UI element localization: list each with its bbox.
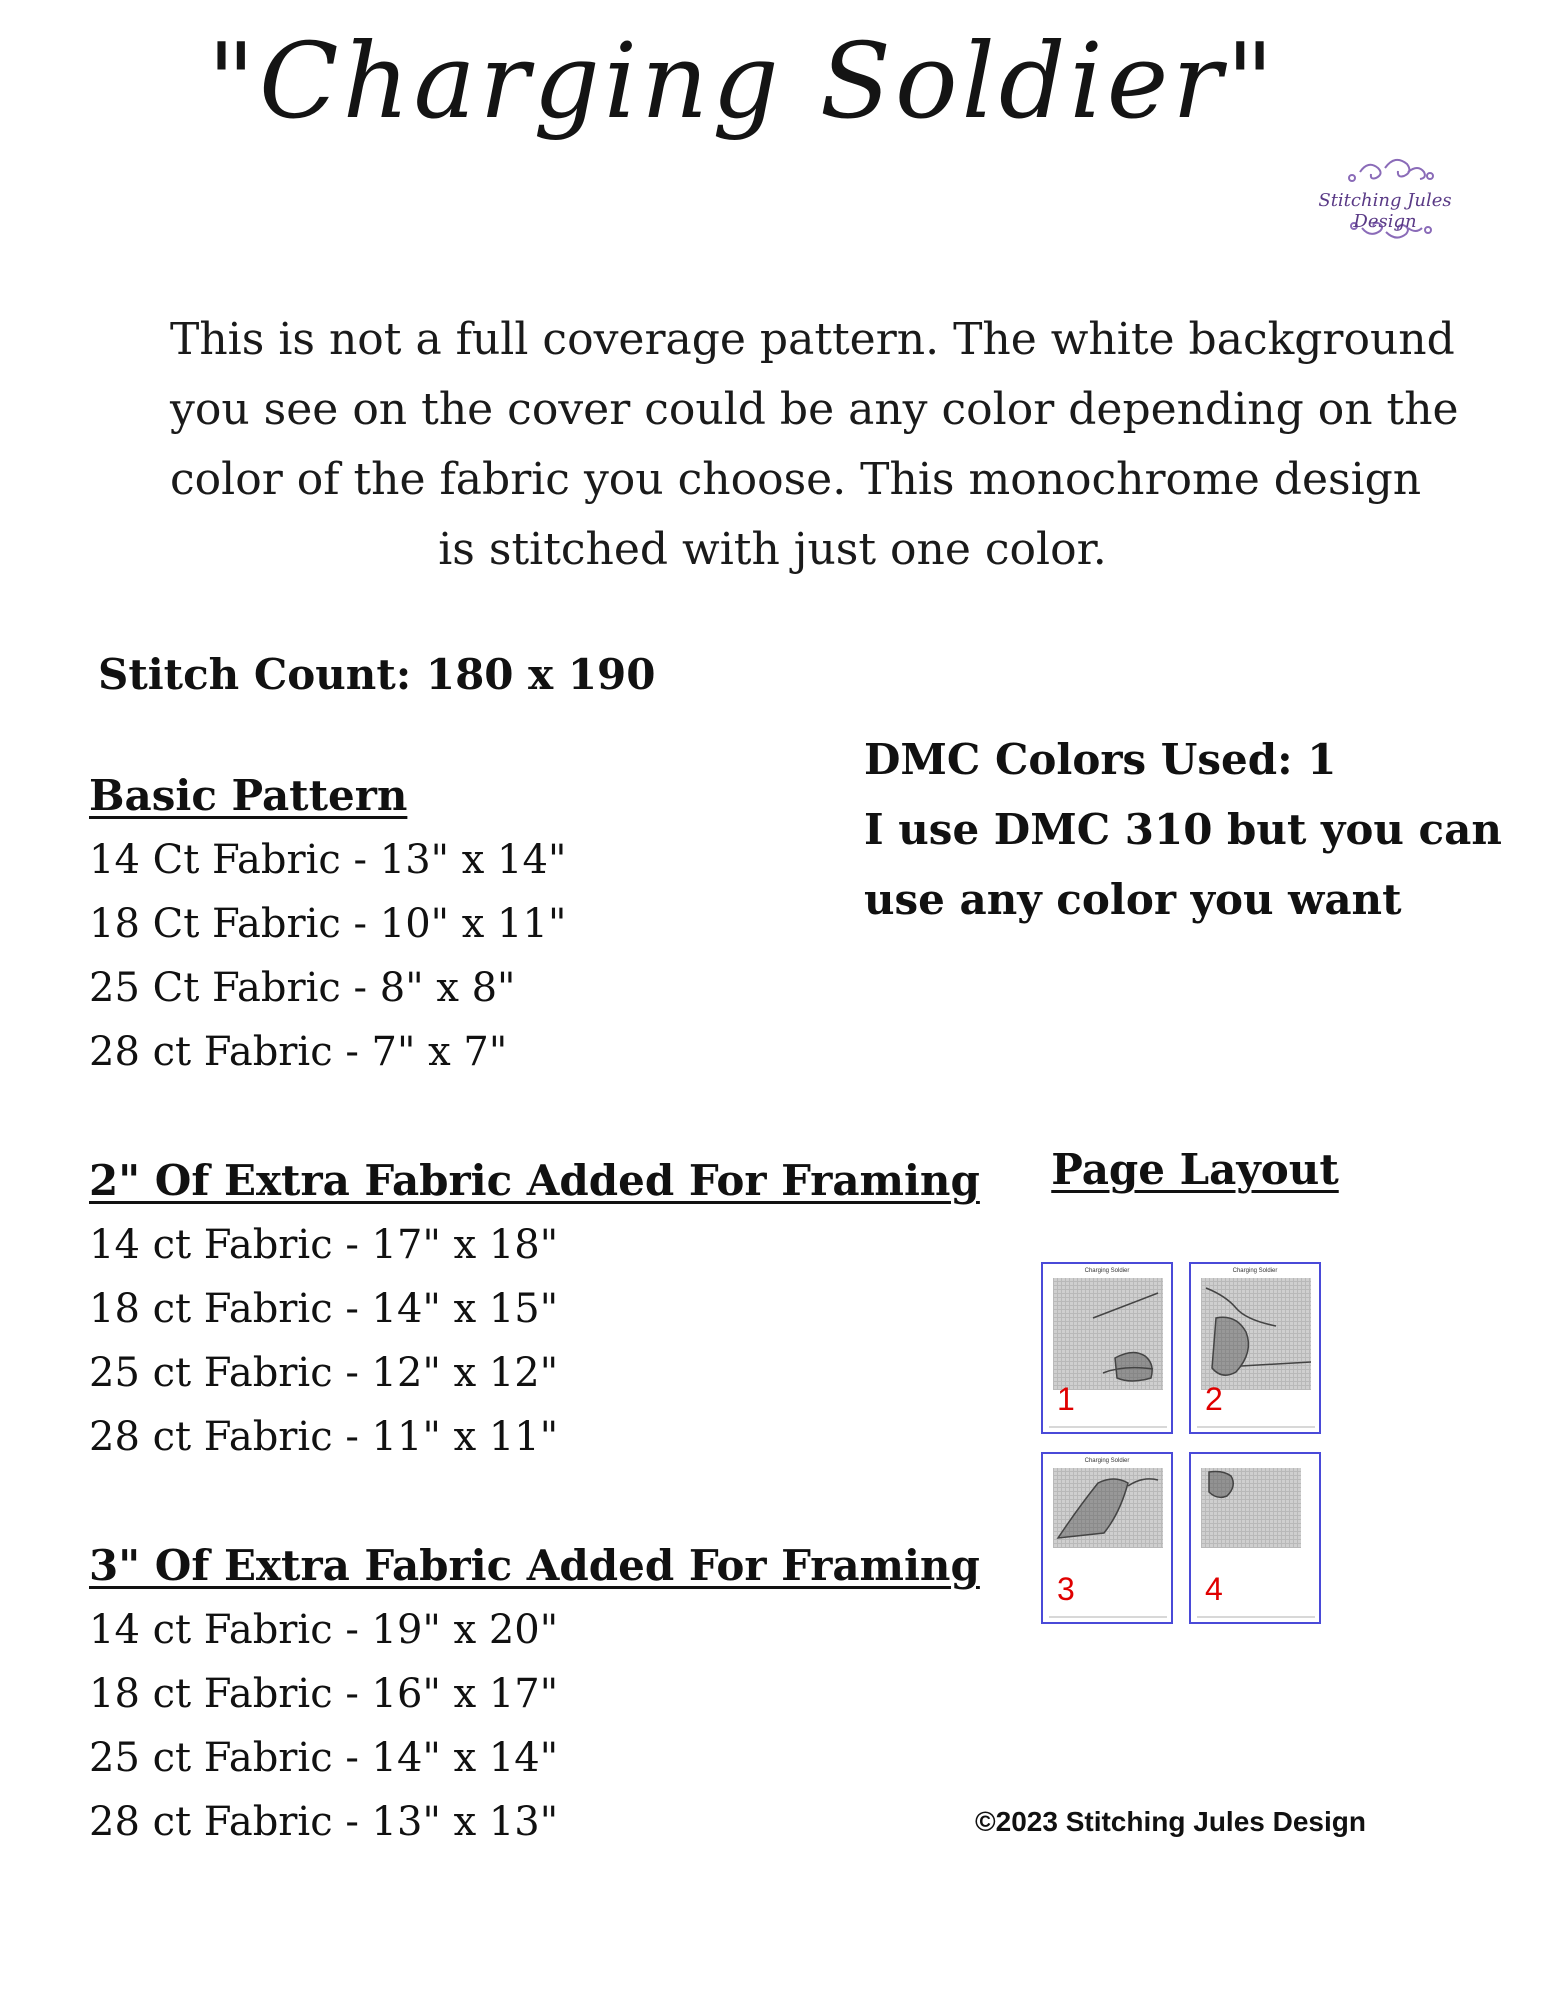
logo-text: Stitching Jules Design <box>1318 190 1452 232</box>
page-number: 2 <box>1205 1381 1223 1417</box>
page-header: Charging Soldier <box>1084 1268 1130 1274</box>
pattern-title: "Charging Soldier" <box>207 20 1278 142</box>
section-heading: 3" Of Extra Fabric Added For Framing <box>89 1541 980 1590</box>
intro-line: color of the fabric you choose. This monochrome design <box>170 454 1422 505</box>
size-item: 25 ct Fabric - 14" x 14" <box>89 1735 559 1781</box>
extra-2in-section <box>89 1149 980 1469</box>
chart-grid <box>1053 1468 1163 1548</box>
intro-paragraph <box>170 305 1459 585</box>
extra-3in-section <box>89 1534 980 1854</box>
chart-grid <box>1201 1278 1311 1390</box>
intro-line: is stitched with just one color. <box>438 524 1107 575</box>
chart-grid <box>1201 1468 1301 1548</box>
size-item: 28 ct Fabric - 13" x 13" <box>89 1799 559 1845</box>
layout-page-1 <box>1041 1262 1173 1434</box>
chart-sketch-icon <box>1053 1278 1163 1390</box>
size-item: 18 ct Fabric - 16" x 17" <box>89 1671 559 1717</box>
size-item: 25 Ct Fabric - 8" x 8" <box>89 965 516 1011</box>
dmc-line: I use DMC 310 but you can <box>864 805 1502 854</box>
layout-page-3 <box>1041 1452 1173 1624</box>
page-number: 3 <box>1057 1571 1075 1607</box>
intro-line: This is not a full coverage pattern. The white background <box>170 314 1455 365</box>
section-heading: Basic Pattern <box>89 771 408 820</box>
page-layout-heading: Page Layout <box>1051 1145 1339 1194</box>
layout-page-2 <box>1189 1262 1321 1434</box>
copyright-notice: ©2023 Stitching Jules Design <box>975 1806 1366 1837</box>
dmc-line: use any color you want <box>864 875 1402 924</box>
size-item: 14 ct Fabric - 19" x 20" <box>89 1607 559 1653</box>
brand-logo <box>1290 150 1480 260</box>
intro-line: you see on the cover could be any color depending on the <box>170 384 1459 435</box>
page-header: Charging Soldier <box>1084 1458 1130 1464</box>
page-number: 4 <box>1205 1571 1223 1607</box>
page-footer <box>1049 1426 1167 1428</box>
section-heading: 2" Of Extra Fabric Added For Framing <box>89 1156 980 1205</box>
chart-grid <box>1053 1278 1163 1390</box>
page-number: 1 <box>1057 1381 1075 1417</box>
page-footer <box>1197 1616 1315 1618</box>
size-item: 18 ct Fabric - 14" x 15" <box>89 1286 559 1332</box>
page-footer <box>1197 1426 1315 1428</box>
size-item: 18 Ct Fabric - 10" x 11" <box>89 901 567 947</box>
size-item: 14 ct Fabric - 17" x 18" <box>89 1222 559 1268</box>
size-item: 28 ct Fabric - 7" x 7" <box>89 1029 508 1075</box>
basic-pattern-section <box>89 764 869 1084</box>
page-footer <box>1049 1616 1167 1618</box>
stitch-count: Stitch Count: 180 x 190 <box>98 650 656 699</box>
page-header: Charging Soldier <box>1232 1268 1278 1274</box>
dmc-colors-block <box>864 725 1502 935</box>
layout-page-4 <box>1189 1452 1321 1624</box>
dmc-line: DMC Colors Used: 1 <box>864 735 1337 784</box>
chart-sketch-icon <box>1201 1278 1311 1390</box>
size-item: 28 ct Fabric - 11" x 11" <box>89 1414 559 1460</box>
size-item: 25 ct Fabric - 12" x 12" <box>89 1350 559 1396</box>
chart-sketch-icon <box>1201 1468 1301 1548</box>
size-item: 14 Ct Fabric - 13" x 14" <box>89 837 567 883</box>
chart-sketch-icon <box>1053 1468 1163 1548</box>
